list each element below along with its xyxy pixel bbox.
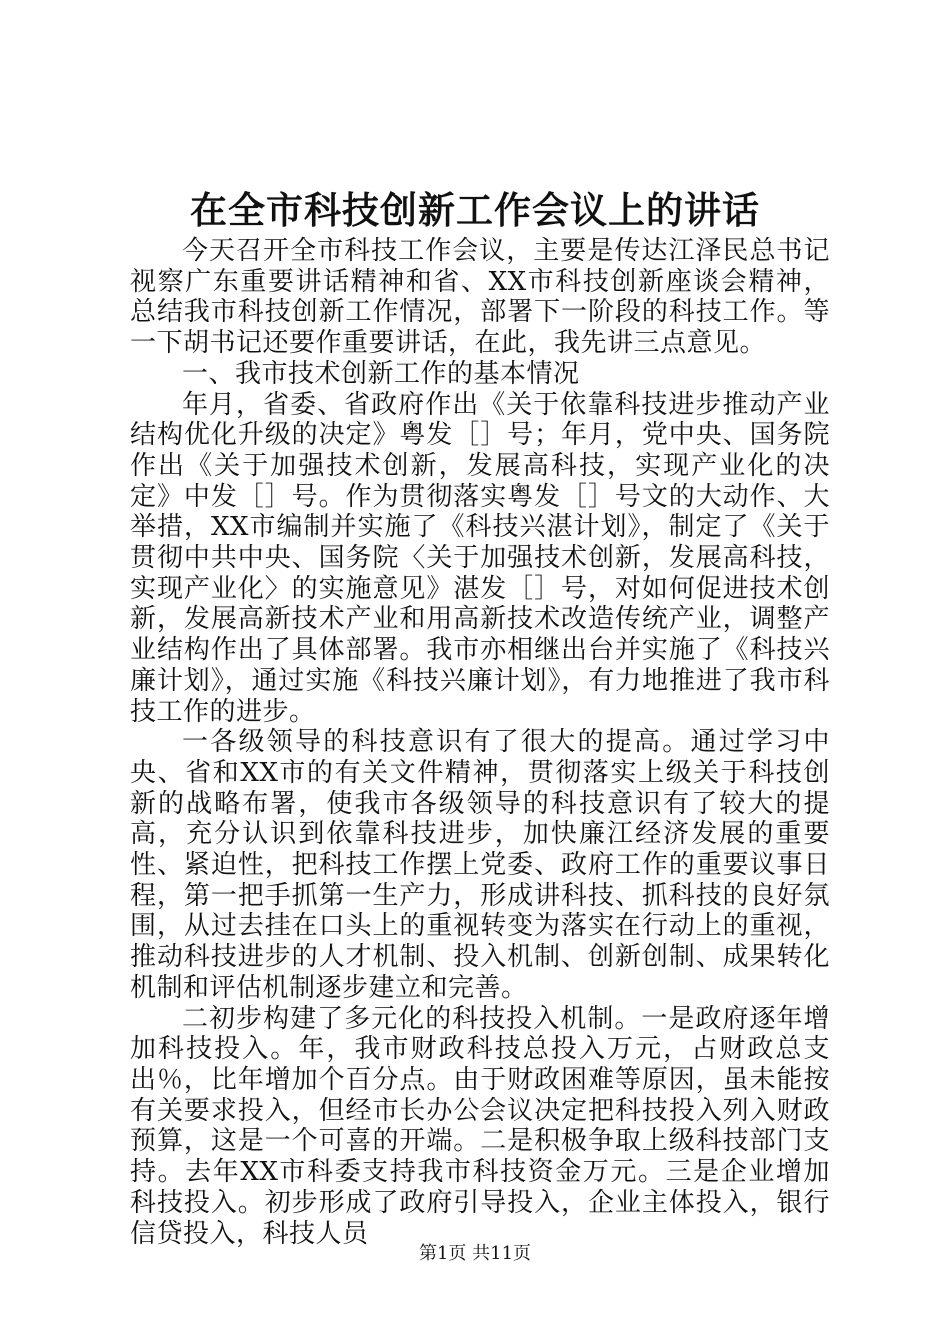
paragraph-point-one: 一各级领导的科技意识有了很大的提高。通过学习中央、省和XX市的有关文件精神，贯彻落实上级关于科技创新的战略布署，使我市各级领导的科技意识有了较大的提高，充分认识到依靠科技进步，加快廉江经济发展的重要性、紧迫性，把科技工作摆上党委、政府工作的重要议事日程，第一把手抓第一生产力，形成讲科技、抓科技的良好氛围，从过去挂在口头上的重视转变为落实在行动上的重视，推动科技进步的人才机制、投入机制、创新创制、成果转化机制和评估机制逐步建立和完善。 <box>130 727 830 1003</box>
page-footer: 第1页 共11页 <box>418 1243 532 1264</box>
paragraph-intro: 今天召开全市科技工作会议，主要是传达江泽民总书记视察广东重要讲话精神和省、XX市科技创新座谈会精神，总结我市科技创新工作情况，部署下一阶段的科技工作。等一下胡书记还要作重要讲话，在此，我先讲三点意见。 <box>130 236 830 359</box>
paragraph-point-two: 二初步构建了多元化的科技投入机制。一是政府逐年增加科技投入。年，我市财政科技总投入万元，占财政总支出％，比年增加个百分点。由于财政困难等原因，虽未能按有关要求投入，但经市长办公会议决定把科技投入列入财政预算，这是一个可喜的开端。二是积极争取上级科技部门支持。去年XX市科委支持我市科技资金万元。三是企业增加科技投入。初步形成了政府引导投入，企业主体投入，银行信贷投入，科技人员 <box>130 1003 830 1249</box>
document-body <box>130 236 830 1249</box>
paragraph-background: 年月，省委、省政府作出《关于依靠科技进步推动产业结构优化升级的决定》粤发［］号；年月，党中央、国务院作出《关于加强技术创新，发展高科技，实现产业化的决定》中发［］号。作为贯彻落实粤发［］号文的大动作、大举措，XX市编制并实施了《科技兴湛计划》，制定了《关于贯彻中共中央、国务院〈关于加强技术创新，发展高科技，实现产业化〉的实施意见》湛发［］号，对如何促进技术创新，发展高新技术产业和用高新技术改造传统产业，调整产业结构作出了具体部署。我市亦相继出台并实施了《科技兴廉计划》，通过实施《科技兴廉计划》，有力地推进了我市科技工作的进步。 <box>130 389 830 727</box>
document-title: 在全市科技创新工作会议上的讲话 <box>190 188 760 232</box>
section-heading: 一、我市技术创新工作的基本情况 <box>182 358 580 389</box>
